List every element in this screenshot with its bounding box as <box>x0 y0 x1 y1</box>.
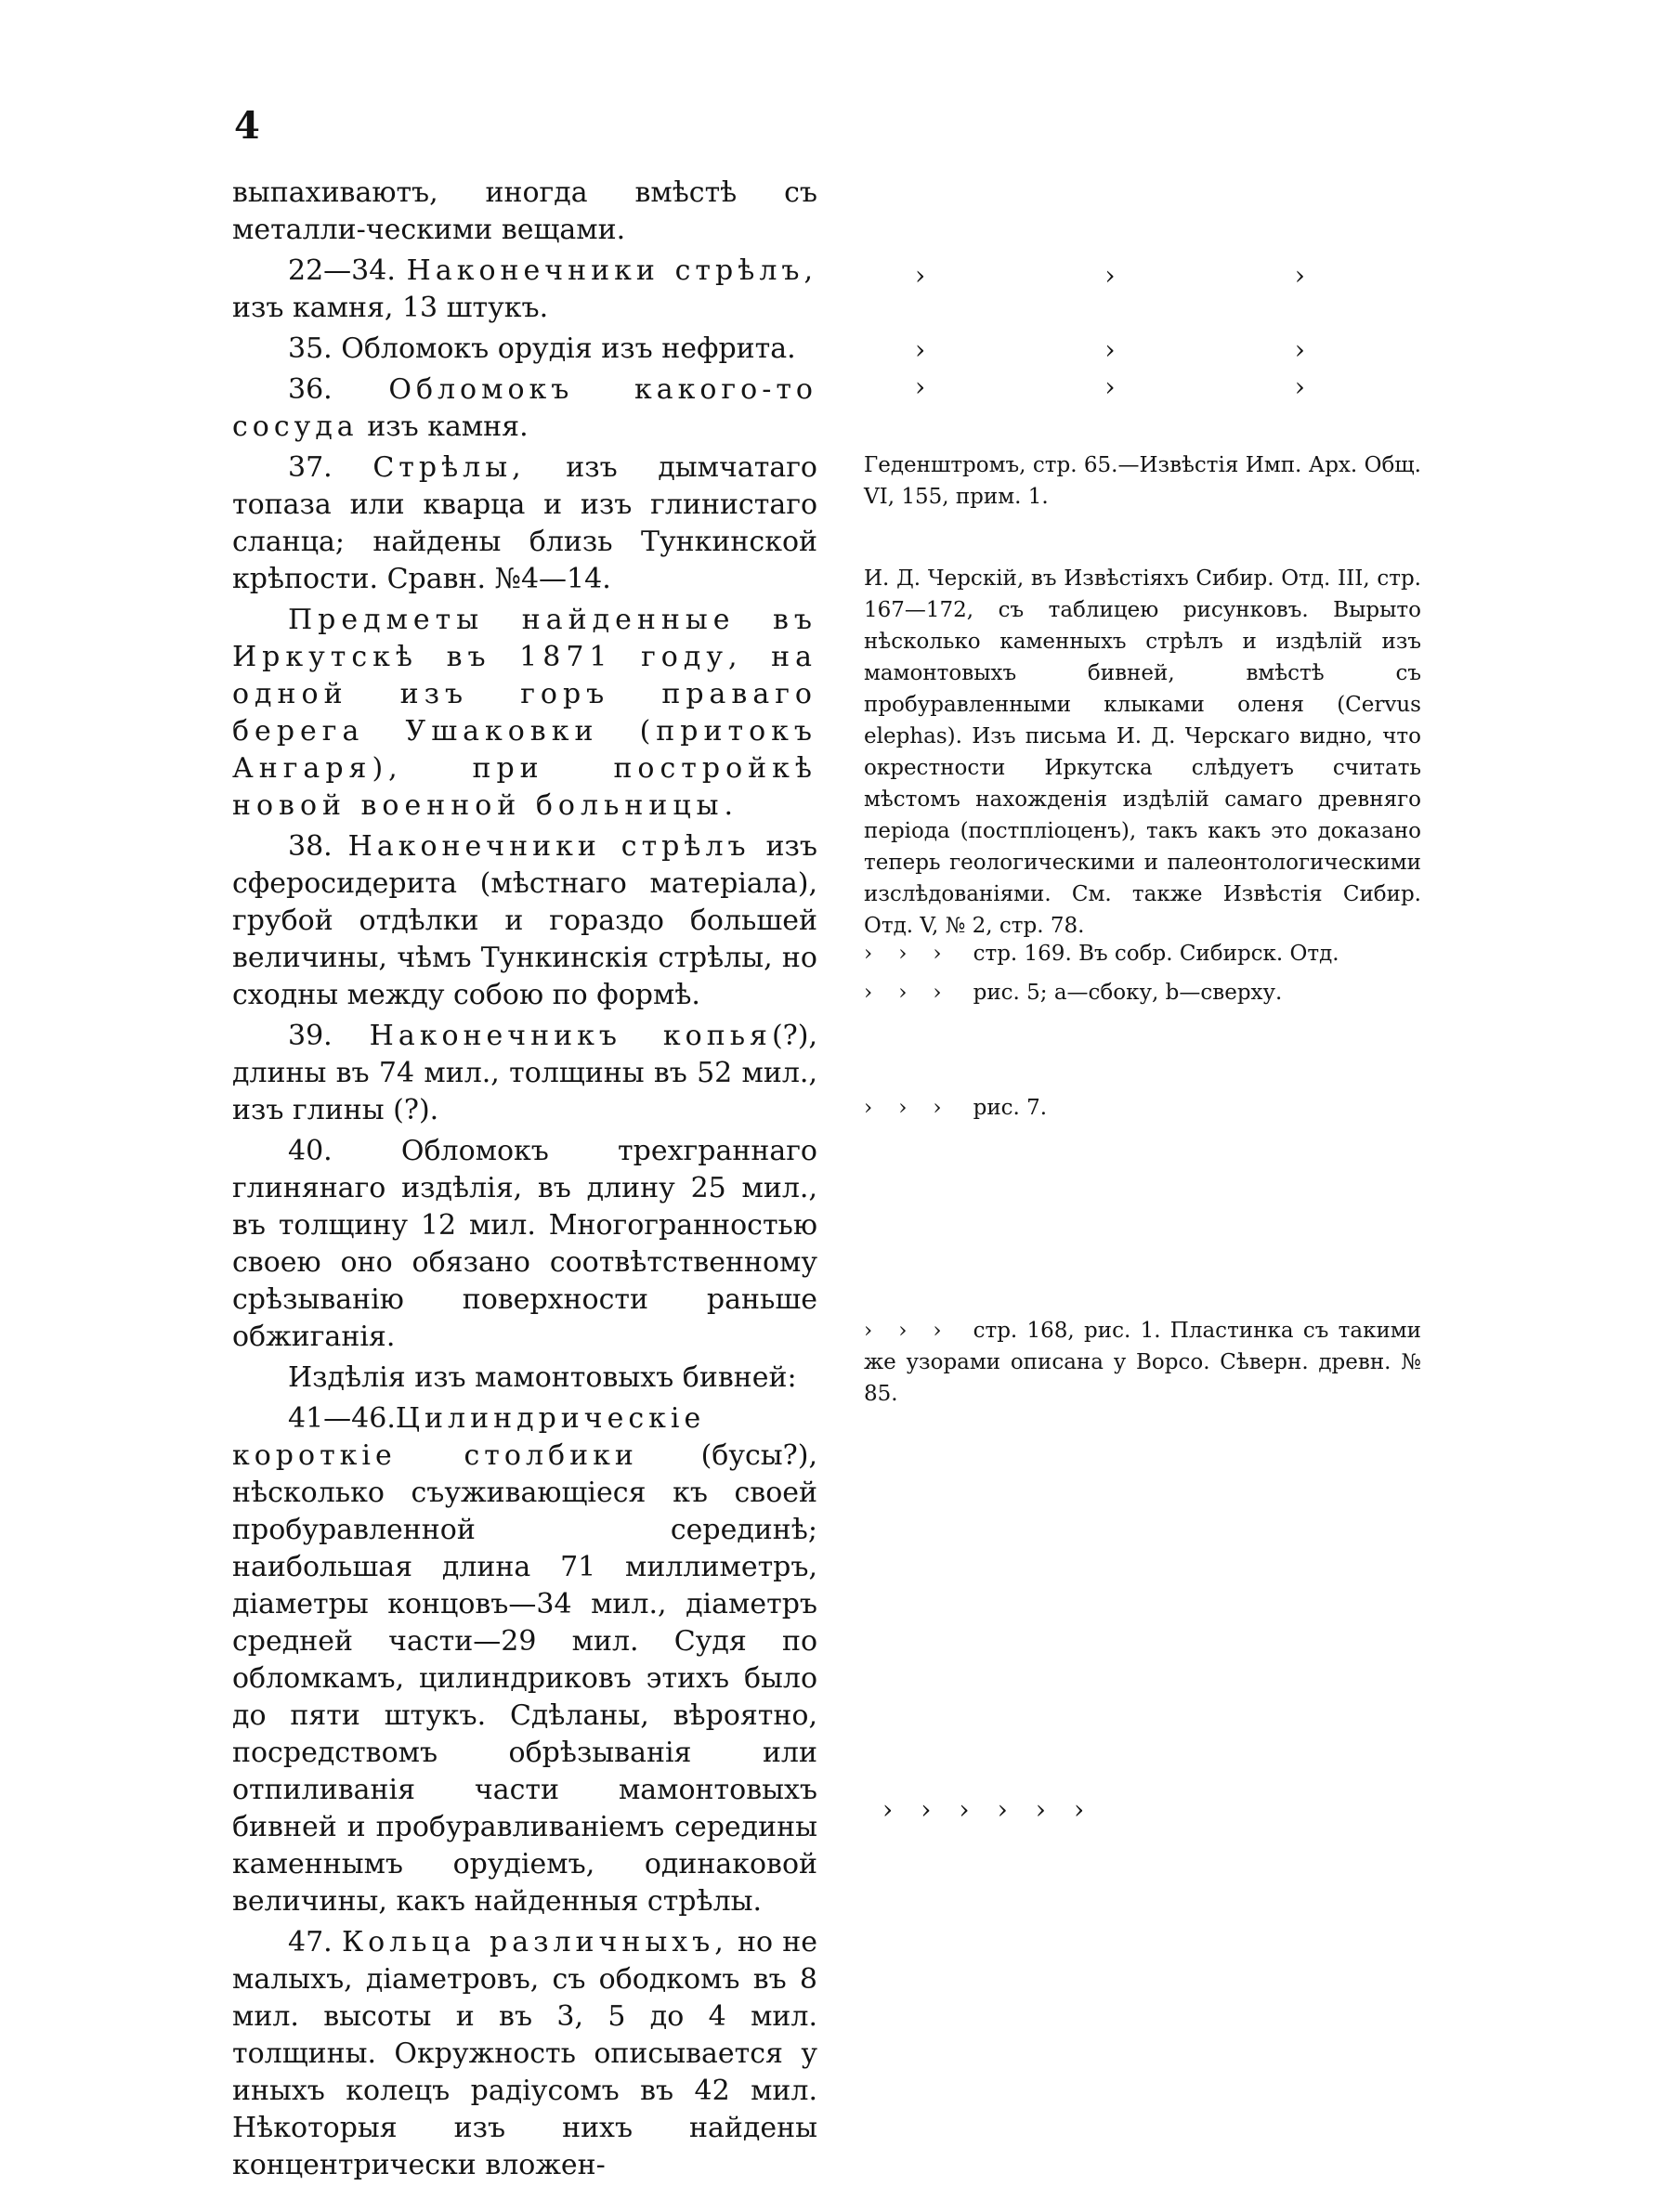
paragraph-item-40: 40. Обломокъ трехграннаго глинянаго издѣлія, въ длину 25 мил., въ толщину 12 мил. Многогранностью своею оно обязано соотвѣтственному срѣзыванію поверхности раньше обжиганія. <box>232 1135 817 1353</box>
ditto-mark: › <box>1104 334 1116 365</box>
footnote-text: И. Д. Черскій, въ Извѣстіяхъ Сибир. Отд. III, стр. 167—172, съ таблицею рисунковъ. Вырыто нѣсколько каменныхъ стрѣлъ и издѣлій изъ мамонтовыхъ бивней, вмѣстѣ съ пробуравленными клыками оленя (Cervus elephas). Изъ письма И. Д. Черскаго видно, что окрестности Иркутска слѣдуетъ считать мѣстомъ нахожденія издѣлій самаго древняго періода (постпліоценъ), такъ какъ это доказано теперь геологическими и палеонтологическими изслѣдованіями. См. также Извѣстія Сибир. Отд. V, № 2, стр. 78. <box>864 566 1421 938</box>
item-text: изъ сферосидерита (мѣстнаго матеріала), грубой отдѣлки и гораздо большей величины, чѣмъ Тункинскія стрѣлы, но сходны между собою по формѣ. <box>232 830 817 1011</box>
paragraph: выпахиваютъ, иногда вмѣстѣ съ металли-ческими вещами. <box>232 176 817 246</box>
footnote-p168 <box>864 1315 1421 1410</box>
footnote-text: рис. 7. <box>973 1096 1048 1120</box>
ditto-row: ›››››› <box>882 1794 1113 1825</box>
item-title: Наконечникъ копья <box>369 1020 772 1052</box>
ditto-mark: › <box>1294 371 1305 402</box>
ditto-marks: ››› <box>864 1096 968 1120</box>
ditto-mark: › <box>915 334 926 365</box>
footnote-fig5 <box>864 977 1421 1008</box>
item-number: 41—46. <box>288 1402 396 1435</box>
ditto-mark: › <box>1104 371 1116 402</box>
footnote-chersky <box>864 563 1421 942</box>
ditto-row <box>915 336 1305 364</box>
paragraph-item-38 <box>232 828 817 1014</box>
item-text: но не малыхъ, діаметровъ, съ ободкомъ въ 8 мил. высоты и въ 3, 5 до 4 мил. толщины. Окружность описывается у иныхъ колецъ радіусомъ въ 42 мил. Нѣкоторыя изъ нихъ найдены концентрически вложен- <box>232 1926 817 2181</box>
ditto-marks: ››› <box>864 981 968 1005</box>
item-text: изъ камня. <box>367 410 529 443</box>
item-title: Кольца различныхъ, <box>341 1926 728 1958</box>
footnote-gedenshtrom <box>864 449 1421 513</box>
item-title: Наконечники стрѣлъ, <box>406 254 817 287</box>
ditto-mark: › <box>1294 260 1305 291</box>
ditto-mark: › <box>1104 260 1116 291</box>
ditto-mark: › <box>915 371 926 402</box>
item-title: Стрѣлы, <box>372 451 526 484</box>
item-number: 37. <box>288 451 333 484</box>
paragraph-item-22-34 <box>232 253 817 327</box>
ditto-mark: › <box>915 260 926 291</box>
section-heading: Предметы найденные въ Иркутскѣ въ 1871 году, на одной изъ горъ праваго берега Ушаковки (притокъ Ангаря), при постройкѣ новой военной больницы. <box>232 604 817 822</box>
subsection-heading: Издѣлія изъ мамонтовыхъ бивней: <box>288 1361 797 1394</box>
paragraph-item-41-46 <box>232 1400 817 1920</box>
item-number: 39. <box>288 1020 333 1052</box>
item-number: 47. <box>288 1926 333 1958</box>
item-number: 38. <box>288 830 333 863</box>
ditto-mark: › <box>1294 334 1305 365</box>
footnote-text: стр. 169. Въ собр. Сибирск. Отд. <box>973 942 1339 966</box>
ditto-marks: ››› <box>864 1319 968 1343</box>
paragraph-item-37 <box>232 449 817 598</box>
item-text: изъ камня, 13 штукъ. <box>232 292 549 324</box>
paragraph-item-47 <box>232 1924 817 2184</box>
item-title: Цилиндрическіе короткіе столбики <box>232 1402 706 1472</box>
ditto-row <box>915 373 1305 401</box>
item-number: 36. <box>288 373 333 406</box>
main-text-column <box>232 175 817 2188</box>
paragraph-item-36 <box>232 371 817 446</box>
item-title: Наконечники стрѣлъ <box>347 830 751 863</box>
item-text: (?), длины въ 74 мил., толщины въ 52 мил., изъ глины (?). <box>232 1020 817 1126</box>
item-number: 22—34. <box>288 254 396 287</box>
footnote-text: Геденштромъ, стр. 65.—Извѣстія Имп. Арх. Общ. VI, 155, прим. 1. <box>864 453 1421 509</box>
ditto-row <box>915 262 1305 290</box>
item-title: Обломокъ какого-то сосуда <box>232 373 817 443</box>
ditto-marks: ››› <box>864 942 968 966</box>
footnote-p169 <box>864 938 1421 969</box>
paragraph-item-39 <box>232 1018 817 1129</box>
footnote-text: рис. 5; a—сбоку, b—сверху. <box>973 981 1283 1005</box>
item-text: изъ дымчатаго топаза или кварца и изъ глинистаго сланца; найдены близь Тункинской крѣпости. Сравн. №4—14. <box>232 451 817 595</box>
footnote-fig7 <box>864 1092 1421 1124</box>
paragraph-item-35: 35. Обломокъ орудія изъ нефрита. <box>288 332 796 365</box>
footnote-text: стр. 168, рис. 1. Пластинка съ такими же узорами описана у Ворсо. Сѣверн. древн. № 85. <box>864 1319 1421 1406</box>
page-number: 4 <box>234 104 260 148</box>
item-text: (бусы?), нѣсколько съуживающіеся къ своей пробуравленной серединѣ; наибольшая длина 71 миллиметръ, діаметры концовъ—34 мил., діаметръ средней части—29 мил. Судя по обломкамъ, цилиндриковъ этихъ было до пяти штукъ. Сдѣланы, вѣроятно, посредствомъ обрѣзыванія или отпиливанія части мамонтовыхъ бивней и пробуравливаніемъ середины каменнымъ орудіемъ, одинаковой величины, какъ найденныя стрѣлы. <box>232 1439 817 1918</box>
